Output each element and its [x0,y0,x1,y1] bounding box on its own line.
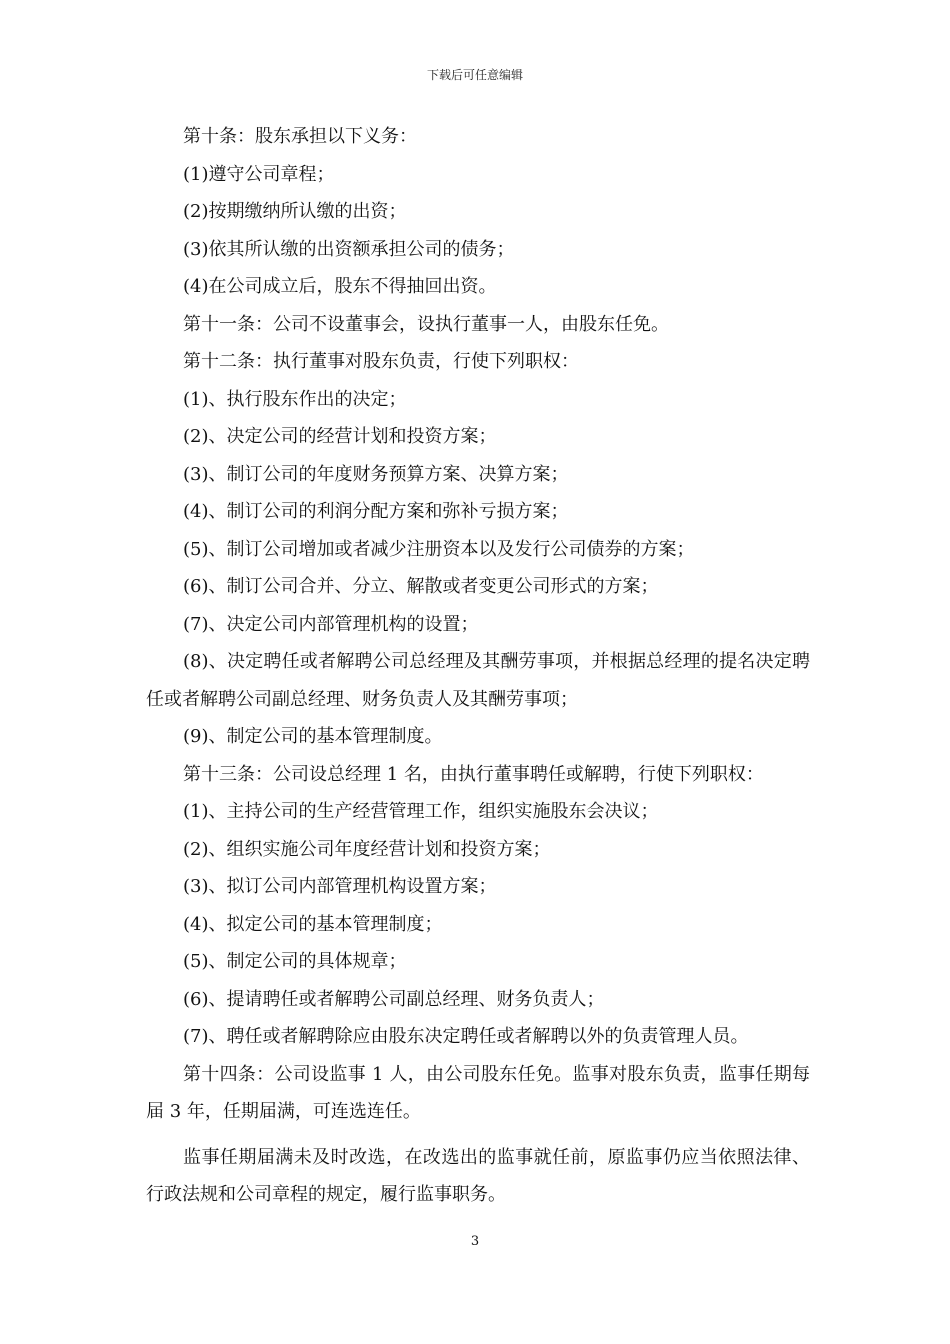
article-12-item-9: (9)、制定公司的基本管理制度。 [183,726,443,747]
article-13-item-6: (6)、提请聘任或者解聘公司副总经理、财务负责人； [183,988,605,1010]
article-10-heading: 第十条：股东承担以下义务： [183,126,417,147]
article-13-heading: 第十三条：公司设总经理 1 名，由执行董事聘任或解聘，行使下列职权： [183,763,764,785]
article-13-item-1: (1)、主持公司的生产经营管理工作，组织实施股东会决议； [183,801,659,822]
article-12-item-7: (7)、决定公司内部管理机构的设置； [183,613,479,635]
article-10-item-1: (1)遵守公司章程； [183,163,335,185]
article-12-item-3: (3)、制订公司的年度财务预算方案、决算方案； [183,463,569,485]
article-12-item-5: (5)、制订公司增加或者减少注册资本以及发行公司债券的方案； [183,538,695,560]
article-10-item-2: (2)按期缴纳所认缴的出资； [183,201,407,222]
article-12-item-4: (4)、制订公司的利润分配方案和弥补亏损方案； [183,501,569,522]
article-14-supervisor-term: 监事任期届满未及时改选，在改选出的监事就任前，原监事仍应当依照法律、行政法规和公司章程的规定，履行监事职务。 [146,1146,810,1205]
article-13-item-3: (3)、拟订公司内部管理机构设置方案； [183,876,497,897]
page-number: 3 [470,1234,480,1249]
article-13-item-2: (2)、组织实施公司年度经营计划和投资方案； [183,838,551,860]
article-11: 第十一条：公司不设董事会，设执行董事一人，由股东任免。 [183,313,669,335]
article-12-item-6: (6)、制订公司合并、分立、解散或者变更公司形式的方案； [183,576,659,597]
article-12-heading: 第十二条：执行董事对股东负责，行使下列职权： [183,351,579,372]
article-13-item-7: (7)、聘任或者解聘除应由股东决定聘任或者解聘以外的负责管理人员。 [183,1026,749,1047]
article-12-item-1: (1)、执行股东作出的决定； [183,388,407,410]
article-10-item-3: (3)依其所认缴的出资额承担公司的债务； [183,238,515,260]
article-14: 第十四条：公司设监事 1 人，由公司股东任免。监事对股东负责，监事任期每届 3 年，任期届满，可连选连任。 [146,1063,810,1122]
article-10-item-4: (4)在公司成立后，股东不得抽回出资。 [183,276,497,297]
article-13-item-4: (4)、拟定公司的基本管理制度； [183,913,443,935]
page-header: 下载后可任意编辑 [426,68,523,82]
document-body [146,118,810,1214]
article-12-item-2: (2)、决定公司的经营计划和投资方案； [183,426,497,447]
article-13-item-5: (5)、制定公司的具体规章； [183,951,407,972]
article-12-item-8: (8)、决定聘任或者解聘公司总经理及其酬劳事项，并根据总经理的提名决定聘任或者解聘公司副总经理、财务负责人及其酬劳事项； [146,651,810,710]
